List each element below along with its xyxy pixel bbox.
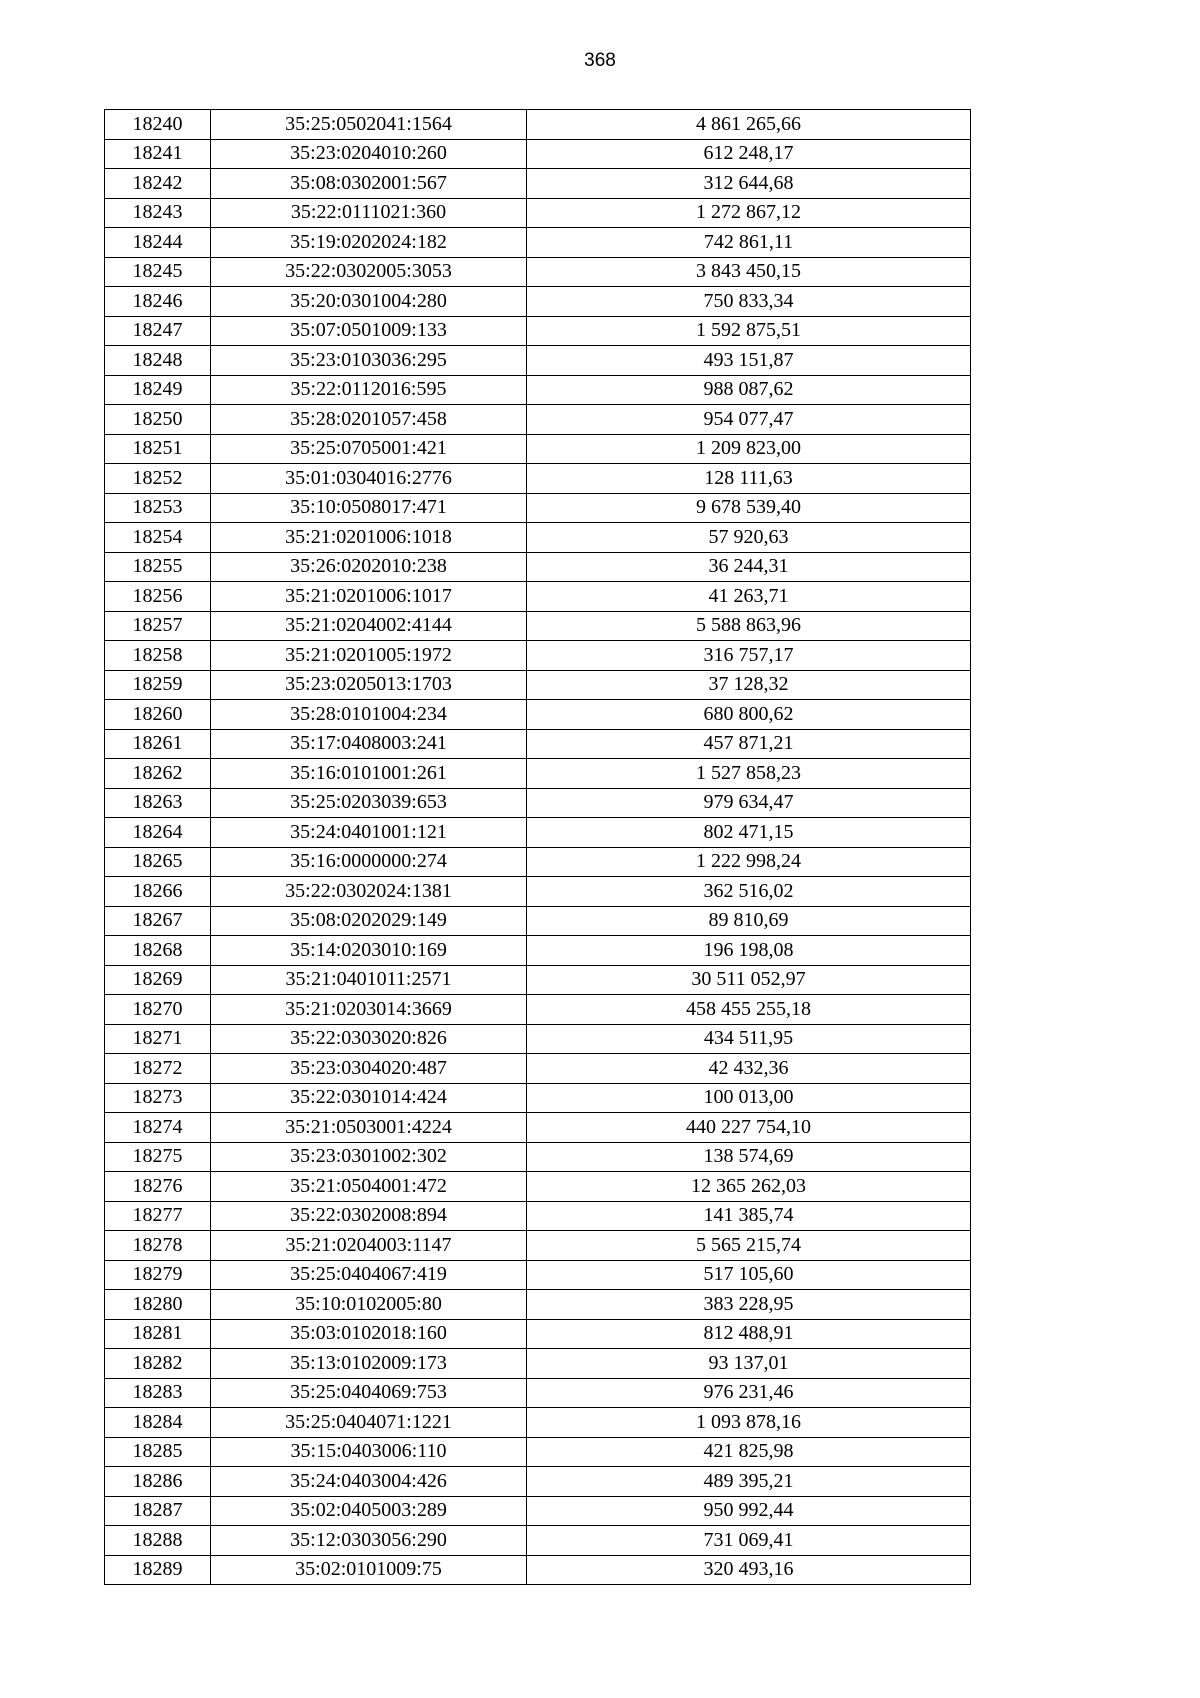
cadastral-number-cell: 35:26:0202010:238 [211,552,527,582]
cadastral-number-cell: 35:16:0000000:274 [211,847,527,877]
cadastral-number-cell: 35:21:0201006:1018 [211,523,527,553]
row-number-cell: 18256 [105,582,211,612]
cadastral-number-cell: 35:22:0301014:424 [211,1083,527,1113]
row-number-cell: 18271 [105,1024,211,1054]
cadastral-value-cell: 4 861 265,66 [527,110,971,140]
cadastral-number-cell: 35:03:0102018:160 [211,1319,527,1349]
cadastral-value-cell: 489 395,21 [527,1467,971,1497]
row-number-cell: 18258 [105,641,211,671]
cadastral-value-cell: 5 565 215,74 [527,1231,971,1261]
table-row [105,1496,971,1526]
cadastral-number-cell: 35:21:0504001:472 [211,1172,527,1202]
page-number: 368 [584,50,616,71]
row-number-cell: 18264 [105,818,211,848]
row-number-cell: 18249 [105,375,211,405]
cadastral-value-cell: 89 810,69 [527,906,971,936]
table-row [105,729,971,759]
table-body [105,110,971,1585]
cadastral-number-cell: 35:24:0401001:121 [211,818,527,848]
row-number-cell: 18245 [105,257,211,287]
cadastral-number-cell: 35:25:0203039:653 [211,788,527,818]
row-number-cell: 18276 [105,1172,211,1202]
cadastral-value-cell: 362 516,02 [527,877,971,907]
row-number-cell: 18277 [105,1201,211,1231]
row-number-cell: 18260 [105,700,211,730]
table-row [105,139,971,169]
cadastral-number-cell: 35:28:0201057:458 [211,405,527,435]
row-number-cell: 18274 [105,1113,211,1143]
row-number-cell: 18287 [105,1496,211,1526]
cadastral-value-cell: 1 209 823,00 [527,434,971,464]
row-number-cell: 18278 [105,1231,211,1261]
row-number-cell: 18272 [105,1054,211,1084]
row-number-cell: 18241 [105,139,211,169]
cadastral-value-cell: 434 511,95 [527,1024,971,1054]
table-row [105,1290,971,1320]
table-row [105,1408,971,1438]
cadastral-value-cell: 458 455 255,18 [527,995,971,1025]
row-number-cell: 18288 [105,1526,211,1556]
cadastral-number-cell: 35:21:0201006:1017 [211,582,527,612]
cadastral-number-cell: 35:21:0204002:4144 [211,611,527,641]
cadastral-number-cell: 35:22:0303020:826 [211,1024,527,1054]
cadastral-value-cell: 517 105,60 [527,1260,971,1290]
cadastral-value-cell: 493 151,87 [527,346,971,376]
table-row [105,1378,971,1408]
table-row [105,611,971,641]
cadastral-number-cell: 35:12:0303056:290 [211,1526,527,1556]
row-number-cell: 18280 [105,1290,211,1320]
table-row [105,1054,971,1084]
cadastral-number-cell: 35:23:0301002:302 [211,1142,527,1172]
row-number-cell: 18279 [105,1260,211,1290]
cadastral-number-cell: 35:01:0304016:2776 [211,464,527,494]
row-number-cell: 18269 [105,965,211,995]
cadastral-value-cell: 316 757,17 [527,641,971,671]
table-row [105,1555,971,1585]
table-row [105,1142,971,1172]
cadastral-number-cell: 35:23:0205013:1703 [211,670,527,700]
cadastral-value-cell: 457 871,21 [527,729,971,759]
table-row [105,700,971,730]
cadastral-number-cell: 35:15:0403006:110 [211,1437,527,1467]
row-number-cell: 18243 [105,198,211,228]
cadastral-value-cell: 1 093 878,16 [527,1408,971,1438]
table-row [105,1024,971,1054]
row-number-cell: 18267 [105,906,211,936]
cadastral-number-cell: 35:25:0404071:1221 [211,1408,527,1438]
cadastral-number-cell: 35:24:0403004:426 [211,1467,527,1497]
table-row [105,375,971,405]
row-number-cell: 18259 [105,670,211,700]
row-number-cell: 18253 [105,493,211,523]
cadastral-value-cell: 3 843 450,15 [527,257,971,287]
row-number-cell: 18282 [105,1349,211,1379]
table-row [105,287,971,317]
cadastral-number-cell: 35:02:0405003:289 [211,1496,527,1526]
row-number-cell: 18289 [105,1555,211,1585]
cadastral-number-cell: 35:19:0202024:182 [211,228,527,258]
row-number-cell: 18254 [105,523,211,553]
table-row [105,1260,971,1290]
table-row [105,464,971,494]
table-row [105,523,971,553]
cadastral-value-cell: 440 227 754,10 [527,1113,971,1143]
cadastral-value-cell: 138 574,69 [527,1142,971,1172]
cadastral-number-cell: 35:10:0102005:80 [211,1290,527,1320]
row-number-cell: 18263 [105,788,211,818]
cadastral-number-cell: 35:25:0705001:421 [211,434,527,464]
row-number-cell: 18251 [105,434,211,464]
cadastral-value-cell: 988 087,62 [527,375,971,405]
cadastral-number-cell: 35:22:0302005:3053 [211,257,527,287]
cadastral-value-cell: 954 077,47 [527,405,971,435]
cadastral-value-cell: 731 069,41 [527,1526,971,1556]
table-row [105,1437,971,1467]
cadastral-value-cell: 41 263,71 [527,582,971,612]
cadastral-number-cell: 35:17:0408003:241 [211,729,527,759]
table-row [105,434,971,464]
cadastral-number-cell: 35:14:0203010:169 [211,936,527,966]
row-number-cell: 18247 [105,316,211,346]
cadastral-number-cell: 35:21:0201005:1972 [211,641,527,671]
cadastral-value-cell: 36 244,31 [527,552,971,582]
cadastral-value-cell: 979 634,47 [527,788,971,818]
cadastral-value-cell: 196 198,08 [527,936,971,966]
cadastral-value-cell: 742 861,11 [527,228,971,258]
cadastral-number-cell: 35:23:0304020:487 [211,1054,527,1084]
cadastral-number-cell: 35:13:0102009:173 [211,1349,527,1379]
row-number-cell: 18283 [105,1378,211,1408]
cadastral-value-cell: 1 592 875,51 [527,316,971,346]
cadastral-number-cell: 35:22:0302008:894 [211,1201,527,1231]
row-number-cell: 18250 [105,405,211,435]
table-row [105,670,971,700]
table-row [105,1526,971,1556]
table-row [105,1467,971,1497]
table-row [105,1319,971,1349]
table-row [105,493,971,523]
cadastral-value-cell: 1 222 998,24 [527,847,971,877]
row-number-cell: 18273 [105,1083,211,1113]
cadastral-number-cell: 35:02:0101009:75 [211,1555,527,1585]
table-row [105,582,971,612]
table-row [105,110,971,140]
cadastral-value-cell: 93 137,01 [527,1349,971,1379]
row-number-cell: 18265 [105,847,211,877]
row-number-cell: 18268 [105,936,211,966]
cadastral-number-cell: 35:08:0302001:567 [211,169,527,199]
cadastral-number-cell: 35:23:0103036:295 [211,346,527,376]
row-number-cell: 18270 [105,995,211,1025]
cadastral-value-cell: 383 228,95 [527,1290,971,1320]
row-number-cell: 18275 [105,1142,211,1172]
table-row [105,1083,971,1113]
cadastral-value-cell: 100 013,00 [527,1083,971,1113]
cadastral-value-cell: 57 920,63 [527,523,971,553]
table-row [105,1172,971,1202]
cadastral-value-table [104,109,971,1585]
row-number-cell: 18257 [105,611,211,641]
cadastral-value-cell: 950 992,44 [527,1496,971,1526]
cadastral-number-cell: 35:22:0111021:360 [211,198,527,228]
cadastral-value-cell: 750 833,34 [527,287,971,317]
table-row [105,346,971,376]
cadastral-value-cell: 802 471,15 [527,818,971,848]
row-number-cell: 18266 [105,877,211,907]
cadastral-number-cell: 35:21:0503001:4224 [211,1113,527,1143]
table-row [105,228,971,258]
cadastral-value-cell: 976 231,46 [527,1378,971,1408]
cadastral-value-cell: 30 511 052,97 [527,965,971,995]
cadastral-value-cell: 1 527 858,23 [527,759,971,789]
table-row [105,818,971,848]
cadastral-number-cell: 35:23:0204010:260 [211,139,527,169]
row-number-cell: 18285 [105,1437,211,1467]
cadastral-value-cell: 37 128,32 [527,670,971,700]
table-row [105,316,971,346]
row-number-cell: 18242 [105,169,211,199]
table-row [105,198,971,228]
cadastral-value-cell: 612 248,17 [527,139,971,169]
row-number-cell: 18248 [105,346,211,376]
cadastral-number-cell: 35:21:0204003:1147 [211,1231,527,1261]
row-number-cell: 18244 [105,228,211,258]
cadastral-number-cell: 35:25:0502041:1564 [211,110,527,140]
row-number-cell: 18262 [105,759,211,789]
table-row [105,877,971,907]
table-row [105,641,971,671]
cadastral-value-cell: 312 644,68 [527,169,971,199]
cadastral-value-cell: 12 365 262,03 [527,1172,971,1202]
cadastral-number-cell: 35:07:0501009:133 [211,316,527,346]
cadastral-number-cell: 35:22:0302024:1381 [211,877,527,907]
table-row [105,552,971,582]
table-row [105,759,971,789]
table-row [105,995,971,1025]
row-number-cell: 18246 [105,287,211,317]
table-row [105,936,971,966]
cadastral-value-cell: 812 488,91 [527,1319,971,1349]
table-row [105,965,971,995]
cadastral-number-cell: 35:22:0112016:595 [211,375,527,405]
cadastral-value-cell: 320 493,16 [527,1555,971,1585]
cadastral-value-cell: 9 678 539,40 [527,493,971,523]
row-number-cell: 18281 [105,1319,211,1349]
table-row [105,847,971,877]
cadastral-value-cell: 42 432,36 [527,1054,971,1084]
cadastral-number-cell: 35:21:0203014:3669 [211,995,527,1025]
row-number-cell: 18255 [105,552,211,582]
cadastral-number-cell: 35:25:0404069:753 [211,1378,527,1408]
cadastral-value-cell: 5 588 863,96 [527,611,971,641]
table-row [105,788,971,818]
row-number-cell: 18261 [105,729,211,759]
table-row [105,1201,971,1231]
table-row [105,906,971,936]
table-row [105,405,971,435]
row-number-cell: 18284 [105,1408,211,1438]
table-row [105,1113,971,1143]
cadastral-number-cell: 35:28:0101004:234 [211,700,527,730]
cadastral-number-cell: 35:21:0401011:2571 [211,965,527,995]
cadastral-number-cell: 35:25:0404067:419 [211,1260,527,1290]
cadastral-value-cell: 1 272 867,12 [527,198,971,228]
table-row [105,1349,971,1379]
cadastral-value-cell: 128 111,63 [527,464,971,494]
cadastral-value-cell: 680 800,62 [527,700,971,730]
cadastral-number-cell: 35:16:0101001:261 [211,759,527,789]
row-number-cell: 18286 [105,1467,211,1497]
table-row [105,169,971,199]
cadastral-value-cell: 421 825,98 [527,1437,971,1467]
row-number-cell: 18252 [105,464,211,494]
table-row [105,1231,971,1261]
row-number-cell: 18240 [105,110,211,140]
cadastral-number-cell: 35:10:0508017:471 [211,493,527,523]
table-row [105,257,971,287]
cadastral-number-cell: 35:20:0301004:280 [211,287,527,317]
cadastral-number-cell: 35:08:0202029:149 [211,906,527,936]
cadastral-value-cell: 141 385,74 [527,1201,971,1231]
